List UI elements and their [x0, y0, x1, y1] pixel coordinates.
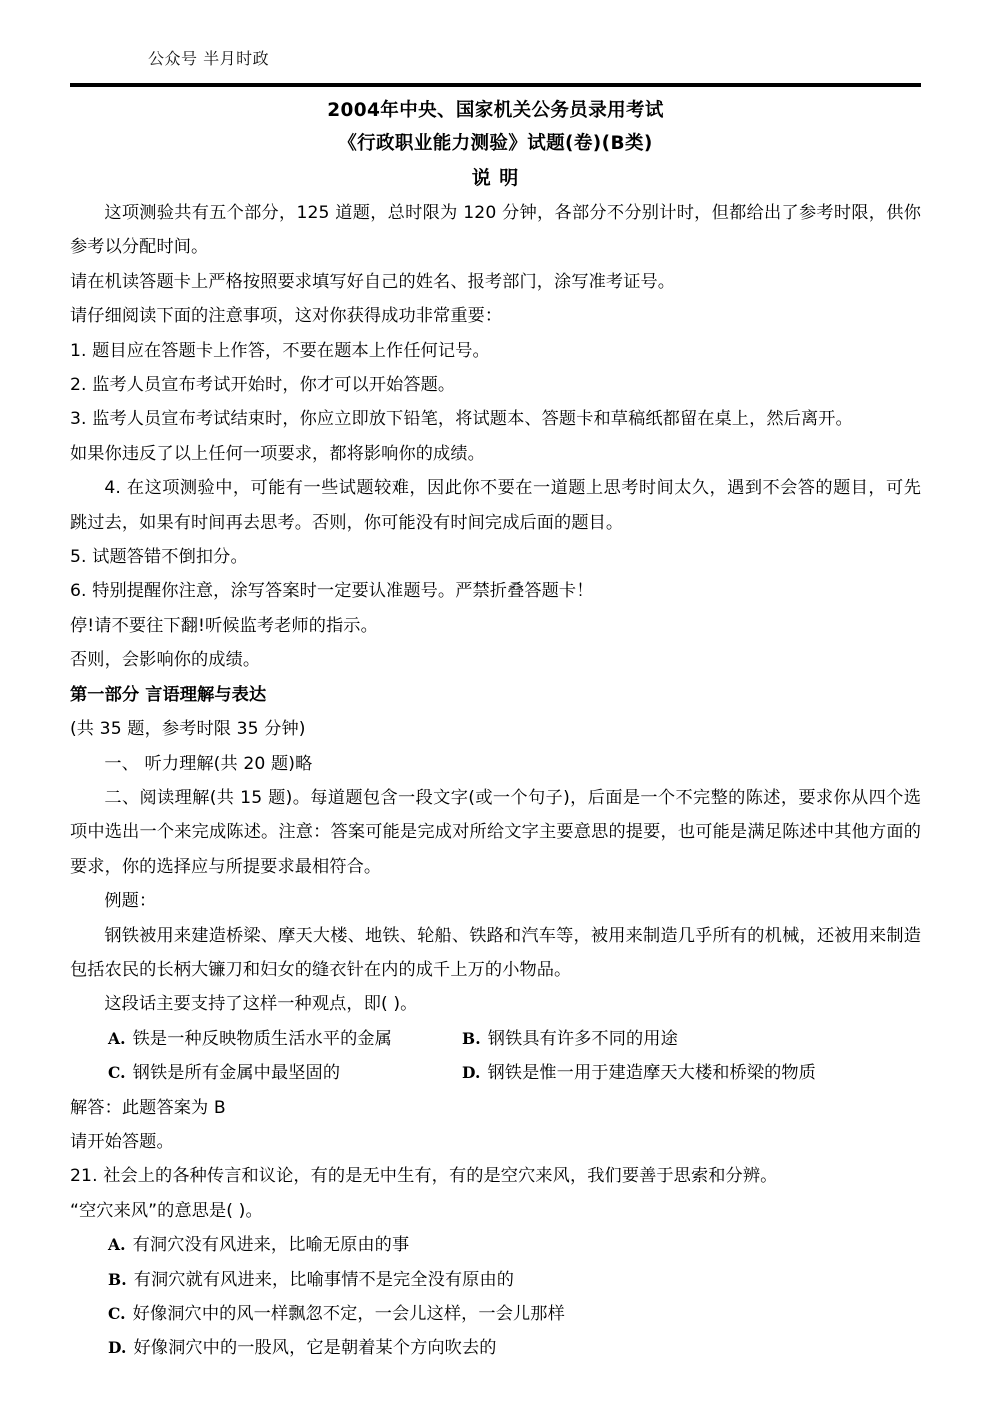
example-label: 例题：: [104, 891, 157, 912]
example-option-row-ab: [70, 1022, 921, 1056]
begin-answering-prompt: 请开始答题。: [70, 1131, 174, 1152]
question-21-option-d-label: D.: [108, 1338, 127, 1358]
question-21-option-b-label: B.: [108, 1269, 127, 1289]
instruction-item-3: 3. 监考人员宣布考试结束时，你应立即放下铅笔，将试题本、答题卡和草稿纸都留在桌上，然后离开。: [70, 409, 853, 430]
part-one-subsection-one: 一、 听力理解(共 20 题)略: [104, 753, 313, 774]
question-21-option-a[interactable]: [70, 1228, 921, 1262]
example-option-c[interactable]: [70, 1056, 462, 1090]
question-21-option-c-text: 好像洞穴中的风一样飘忽不定，一会儿这样，一会儿那样: [132, 1304, 565, 1324]
document-subtitle: 《行政职业能力测验》试题(卷)(B类): [338, 133, 653, 154]
example-option-row-cd: [70, 1056, 921, 1090]
example-option-d-label: D.: [462, 1063, 481, 1083]
example-passage: 钢铁被用来建造桥梁、摩天大楼、地铁、轮船、铁路和汽车等，被用来制造几乎所有的机械，还被用来制造包括农民的长柄大镰刀和妇女的缝衣针在内的成千上万的小物品。: [70, 925, 921, 980]
example-option-a-label: A.: [108, 1028, 126, 1048]
instructions-answer-card-line: 请在机读答题卡上严格按照要求填写好自己的姓名、报考部门，涂写准考证号。: [70, 271, 676, 292]
example-option-a[interactable]: [70, 1022, 462, 1056]
question-21-option-b-text: 有洞穴就有风进来，比喻事情不是完全没有原由的: [133, 1269, 515, 1290]
header-watermark-text: 公众号 半月时政: [148, 49, 270, 68]
instruction-item-1: 1. 题目应在答题卡上作答，不要在题本上作任何记号。: [70, 340, 490, 361]
instructions-stop-line: 停!请不要往下翻!听候监考老师的指示。: [70, 615, 378, 636]
instruction-item-4: 4. 在这项测验中，可能有一些试题较难，因此你不要在一道题上思考时间太久，遇到不会答的题目，可先跳过去，如果有时间再去思考。否则，你可能没有时间完成后面的题目。: [70, 478, 921, 533]
instructions-otherwise-line: 否则，会影响你的成绩。: [70, 650, 261, 671]
example-option-a-text: 铁是一种反映物质生活水平的金属: [132, 1028, 392, 1049]
part-one-heading: 第一部分 言语理解与表达: [70, 684, 267, 705]
question-21-option-d-text: 好像洞穴中的一股风，它是朝着某个方向吹去的: [133, 1338, 497, 1359]
header-divider-rule: [70, 83, 921, 87]
part-one-scope: (共 35 题，参考时限 35 分钟): [70, 719, 306, 740]
question-21-stem-second-line: “空穴来风”的意思是( )。: [70, 1200, 263, 1221]
instruction-item-2: 2. 监考人员宣布考试开始时，你才可以开始答题。: [70, 375, 456, 396]
instruction-item-6: 6. 特别提醒你注意，涂写答案时一定要认准题号。严禁折叠答题卡！: [70, 581, 594, 602]
instruction-item-5: 5. 试题答错不倒扣分。: [70, 547, 248, 568]
example-answer-line: 解答：此题答案为 B: [70, 1097, 226, 1118]
question-21-option-d[interactable]: [70, 1331, 921, 1365]
example-option-b-text: 钢铁具有许多不同的用途: [487, 1028, 678, 1049]
instructions-violation-line: 如果你违反了以上任何一项要求，都将影响你的成绩。: [70, 443, 485, 464]
example-option-c-text: 钢铁是所有金属中最坚固的: [132, 1063, 341, 1084]
instructions-intro-paragraph: 这项测验共有五个部分，125 道题，总时限为 120 分钟，各部分不分别计时，但都给出了参考时限，供你参考以分配时间。: [70, 203, 921, 258]
example-option-b-label: B.: [462, 1028, 481, 1048]
question-21-option-b[interactable]: [70, 1263, 921, 1297]
part-one-subsection-two: 二、阅读理解(共 15 题)。每道题包含一段文字(或一个句子)，后面是一个不完整的陈述，要求你从四个选项中选出一个来完成陈述。注意：答案可能是完成对所给文字主要意思的提要，也可能是满足陈述中其他方面的要求，你的选择应与所提要求最相符合。: [70, 787, 921, 877]
question-21-option-c[interactable]: [70, 1297, 921, 1331]
section-heading-instructions: 说 明: [471, 167, 520, 189]
question-21-option-c-label: C.: [108, 1304, 126, 1323]
question-21-stem: 21. 社会上的各种传言和议论，有的是无中生有，有的是空穴来风，我们要善于思索和分辨。: [70, 1166, 778, 1187]
question-21-option-a-text: 有洞穴没有风进来，比喻无原由的事: [132, 1235, 410, 1256]
document-title: 2004年中央、国家机关公务员录用考试: [327, 100, 664, 121]
page-header: [0, 0, 991, 86]
example-option-d-text: 钢铁是惟一用于建造摩天大楼和桥梁的物质: [487, 1063, 816, 1084]
document-body: [70, 96, 921, 1366]
question-21-option-a-label: A.: [108, 1235, 126, 1255]
example-option-c-label: C.: [108, 1063, 126, 1083]
example-option-b[interactable]: [462, 1022, 921, 1056]
example-stem: 这段话主要支持了这样一种观点，即( )。: [104, 994, 418, 1015]
example-option-d[interactable]: [462, 1056, 921, 1090]
instructions-read-carefully-line: 请仔细阅读下面的注意事项，这对你获得成功非常重要：: [70, 306, 503, 327]
